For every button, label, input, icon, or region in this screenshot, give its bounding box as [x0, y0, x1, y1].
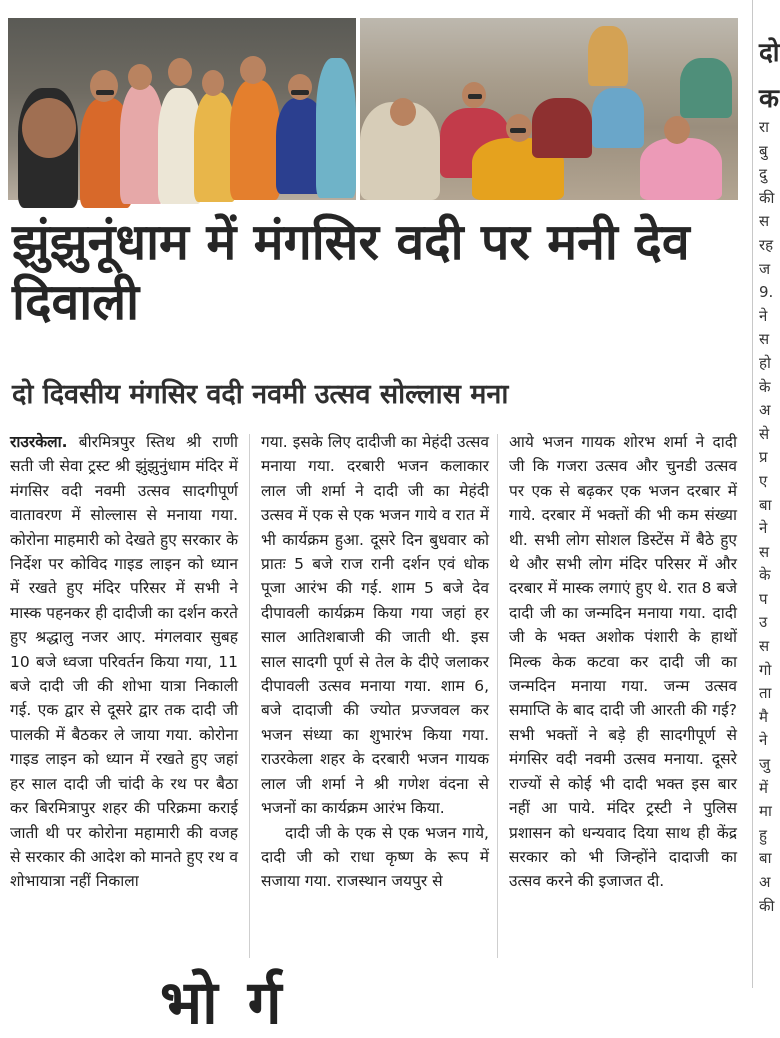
photo-devotees-seated — [360, 18, 738, 200]
article-column-2 — [261, 430, 489, 894]
photo-figure — [640, 138, 722, 200]
article-dateline: राउरकेला. — [10, 433, 68, 451]
photo-figure — [532, 98, 592, 158]
photo-figure-head — [90, 70, 118, 102]
article-column-1-text: बीरमित्रपुर स्तिथ श्री राणी सती जी सेवा ट्रस्ट श्री झुंझुनुंधाम मंदिर में मंगसिर वदी नवमी उत्सव सादगीपूर्ण वातावरण में सोल्लास से मनाया गया. कोरोना माहमारी को देखते हुए सरकार के निर्देश पर कोविद गाइड लाइन को ध्यान में रखते हुए मंदिर परिसर में सभी ने मास्क पहनकर ही दादीजी का दर्शन करते हुए श्रद्धालु नजर आए. मंगलवार सुबह 10 बजे ध्वजा परिवर्तन किया गया, 11 बजे दादी जी की शोभा यात्रा निकाली गई. एक द्वार से दूसरे द्वार तक दादी जी पालकी में बैठकर ले जाया गया. कोरोना गाइड लाइन को ध्यान में रखते हुए जहां हर साल दादी जी चांदी के रथ पर बैठा कर बिरमित्रापुर शहर की परिक्रमा कराई जाती थी पर कोरोना महामारी की वजह से सरकार की आदेश को मानते हुए रथ व शोभायात्रा नहीं निकाला — [10, 433, 238, 891]
adjacent-article-body: रा बु दु की स रह ज 9. ने स हो के अ से प्र ए बा ने स के प उ स गो ता मै ने जु में मा हु बा अ की — [759, 118, 775, 915]
article-paragraph: गया. इसके लिए दादीजी का मेहंदी उत्सव मनाया गया. दरबारी भजन कलाकार लाल जी शर्मा ने दादी जी का मेहंदी उत्सव में एक से एक भजन गाये व रात में भी कार्यक्रम हुआ. दूसरे दिन बुधवार को प्रातः 5 बजे राज रानी दर्शन एवं धोक पूजा आरंभ की गई. शाम 5 बजे देव दीपावली कार्यक्रम किया गया जहां हर साल आतिशबाजी की जाती थी. इस साल सादगी पूर्ण से तेल के दीऐ जलाकर दीपावली उत्सव मनाया गया. शाम 6, बजे दादाजी की ज्योत प्रज्जवल कर भजन संध्या का शुभारंभ किया गया. राउरकेला शहर के दरबारी भजन गायक लाल जी शर्मा ने श्री गणेश वंदना से भजनों का कार्यक्रम आरंभ किया. — [261, 433, 489, 818]
photo-figure — [316, 58, 356, 198]
article-headline: झुंझुनूंधाम में मंगसिर वदी पर मनी देव दिवाली — [12, 213, 690, 331]
column-divider — [249, 434, 250, 958]
photo-figure-head — [390, 98, 416, 126]
adjacent-article-title: दो क — [759, 38, 780, 114]
photo-figure — [588, 26, 628, 86]
face-mask — [96, 90, 114, 95]
face-mask — [510, 128, 526, 133]
photo-figure — [230, 80, 280, 200]
article-subheadline: दो दिवसीय मंगसिर वदी नवमी उत्सव सोल्लास मना — [12, 379, 509, 410]
article-paragraph: दादी जी के एक से एक भजन गाये, दादी जी को राधा कृष्ण के रूप में सजाया गया. राजस्थान जयपुर से — [261, 823, 489, 891]
article-column-1 — [10, 430, 238, 894]
photo-figure-head — [664, 116, 690, 144]
column-divider — [497, 434, 498, 958]
face-mask — [291, 90, 309, 95]
next-headline-glyphs: भोर्ग — [160, 968, 312, 1038]
photo-figure — [592, 88, 644, 148]
photo-figure-head — [128, 64, 152, 90]
photo-figure-head — [22, 98, 76, 158]
article-column-3 — [509, 430, 737, 894]
photo-devotees-procession — [8, 18, 356, 200]
photo-figure-head — [202, 70, 224, 96]
adjacent-article-strip — [752, 0, 780, 988]
photo-figure — [680, 58, 732, 118]
photo-figure-head — [240, 56, 266, 84]
photo-figure-head — [288, 74, 312, 100]
article-paragraph: आये भजन गायक शोरभ शर्मा ने दादी जी कि गजरा उत्सव और चुनडी उत्सव पर एक से बढ़कर एक भजन दरबार में गाये. दरबार में भक्तों की भी कम संख्या थी. सभी लोग सोशल डिस्टेंस में बैठे हुए थे और सभी लोग मंदिर परिसर में और दरबार में मास्क लगाएं हुए थे. रात 8 बजे दादी जी का जन्मदिन मनाया गया. दादी जी के भक्त अशोक पंशारी के हाथों मिल्क केक कटवा कर दादी जी का जन्मदिन मनाया गया. जन्म उत्सव समाप्ति के बाद दादी जी आरती की गई? सभी भक्तों ने बड़े ही सादगीपूर्ण से मंगसिर वदी नवमी उत्सव मनाया. दूसरे राज्यों से कोई भी दादी भक्त इस बार नहीं आ पाये. मंदिर ट्रस्टी ने पुलिस प्रशासन को धन्यवाद दिया साथ ही केंद्र सरकार को भी जिन्होंने दादाजी का उत्सव करने की इजाजत दी. — [509, 433, 737, 891]
face-mask — [468, 94, 482, 99]
next-headline-fragment — [160, 968, 540, 1038]
photo-figure-head — [168, 58, 192, 86]
